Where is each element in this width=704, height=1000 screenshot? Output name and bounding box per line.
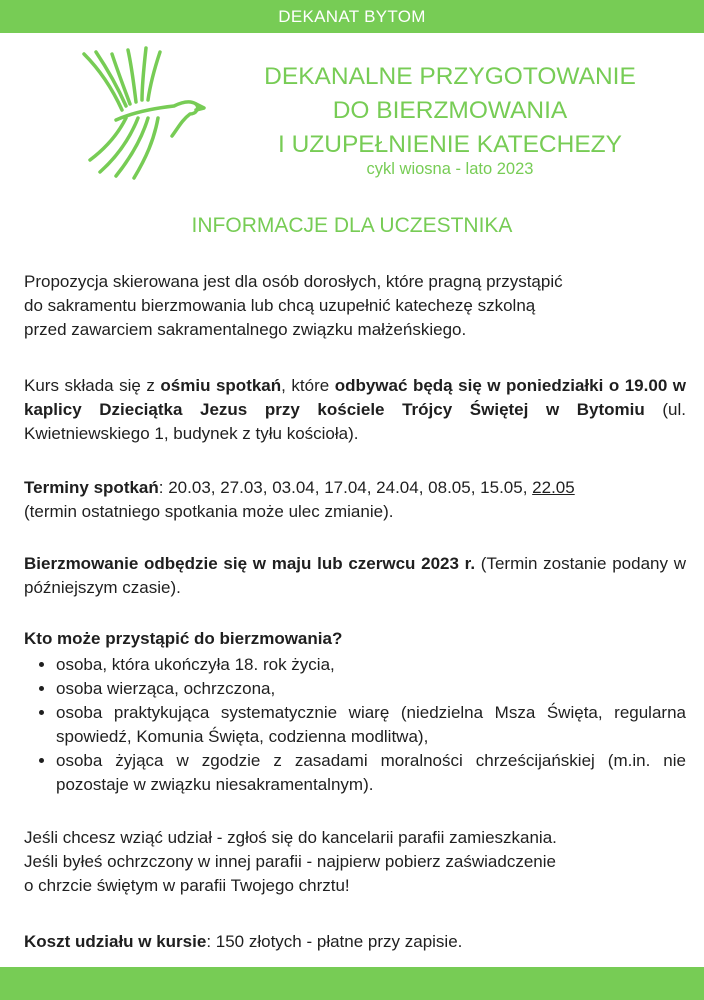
confirmation-date: Bierzmowanie odbędzie się w maju lub czerwcu 2023 r. (24, 554, 476, 573)
course-text-1: Kurs składa się z (24, 376, 161, 395)
registration-line-3: o chrzcie świętym w parafii Twojego chrztu! (24, 876, 350, 895)
page-title (200, 60, 700, 162)
dates-paragraph (24, 476, 686, 524)
header-label: DEKANAT BYTOM (278, 6, 426, 26)
dove-icon (78, 44, 208, 180)
dates-note: (termin ostatniego spotkania może ulec zmianie). (24, 502, 394, 521)
intro-line-2: do sakramentu bierzmowania lub chcą uzupełnić katechezę szkolną (24, 296, 536, 315)
title-line-1: DEKANALNE PRZYGOTOWANIE (264, 63, 636, 90)
list-item: • osoba praktykująca systematycznie wiarę (niedzielna Msza Święta, regularna spowiedź, Komunia Święta, codzienna modlitwa), (56, 701, 686, 749)
course-address: (ul. Kwietniewskiego 1, budynek z tyłu kościoła). (24, 400, 686, 443)
dates-list: : 20.03, 27.03, 03.04, 17.04, 24.04, 08.05, 15.05, (158, 478, 533, 497)
registration-paragraph (24, 826, 686, 898)
cost-paragraph (24, 930, 686, 954)
list-item: • osoba, która ukończyła 18. rok życia, (56, 653, 686, 677)
header-banner (0, 0, 704, 33)
list-item: • osoba wierząca, ochrzczona, (56, 677, 686, 701)
registration-line-2: Jeśli byłeś ochrzczony w innej parafii - najpierw pobierz zaświadczenie (24, 852, 556, 871)
intro-line-3: przed zawarciem sakramentalnego związku małżeńskiego. (24, 320, 467, 339)
course-schedule-location: odbywać będą się w poniedziałki o 19.00 w kaplicy Dzieciątka Jezus przy kościele Trójcy Świętej w Bytomiu (24, 376, 687, 419)
course-paragraph (24, 374, 686, 446)
section-heading: INFORMACJE DLA UCZESTNIKA (191, 214, 513, 237)
dates-label: Terminy spotkań (24, 478, 159, 497)
eligibility-section (24, 627, 686, 797)
confirmation-paragraph (24, 552, 686, 600)
list-item: • osoba żyjąca w zgodzie z zasadami moralności chrześcijańskiej (m.in. nie pozostaje w związku niesakramentalnym). (56, 749, 686, 797)
course-text-2: , które (281, 376, 335, 395)
eligibility-heading: Kto może przystąpić do bierzmowania? (24, 629, 343, 648)
course-meetings-count: ośmiu spotkań (160, 376, 282, 395)
footer-bar (0, 967, 704, 1000)
intro-paragraph (24, 270, 686, 342)
title-line-3: I UZUPEŁNIENIE KATECHEZY (278, 131, 622, 158)
dates-last-date: 22.05 (532, 478, 575, 497)
title-line-2: DO BIERZMOWANIA (332, 97, 568, 124)
intro-line-1: Propozycja skierowana jest dla osób dorosłych, które pragną przystąpić (24, 272, 563, 291)
page-subtitle: cykl wiosna - lato 2023 (366, 160, 534, 178)
registration-line-1: Jeśli chcesz wziąć udział - zgłoś się do kancelarii parafii zamieszkania. (24, 828, 557, 847)
cost-text: : 150 złotych - płatne przy zapisie. (206, 932, 463, 951)
eligibility-list (24, 653, 686, 797)
confirmation-note: (Termin zostanie podany w późniejszym czasie). (24, 554, 686, 597)
cost-label: Koszt udziału w kursie (24, 932, 207, 951)
